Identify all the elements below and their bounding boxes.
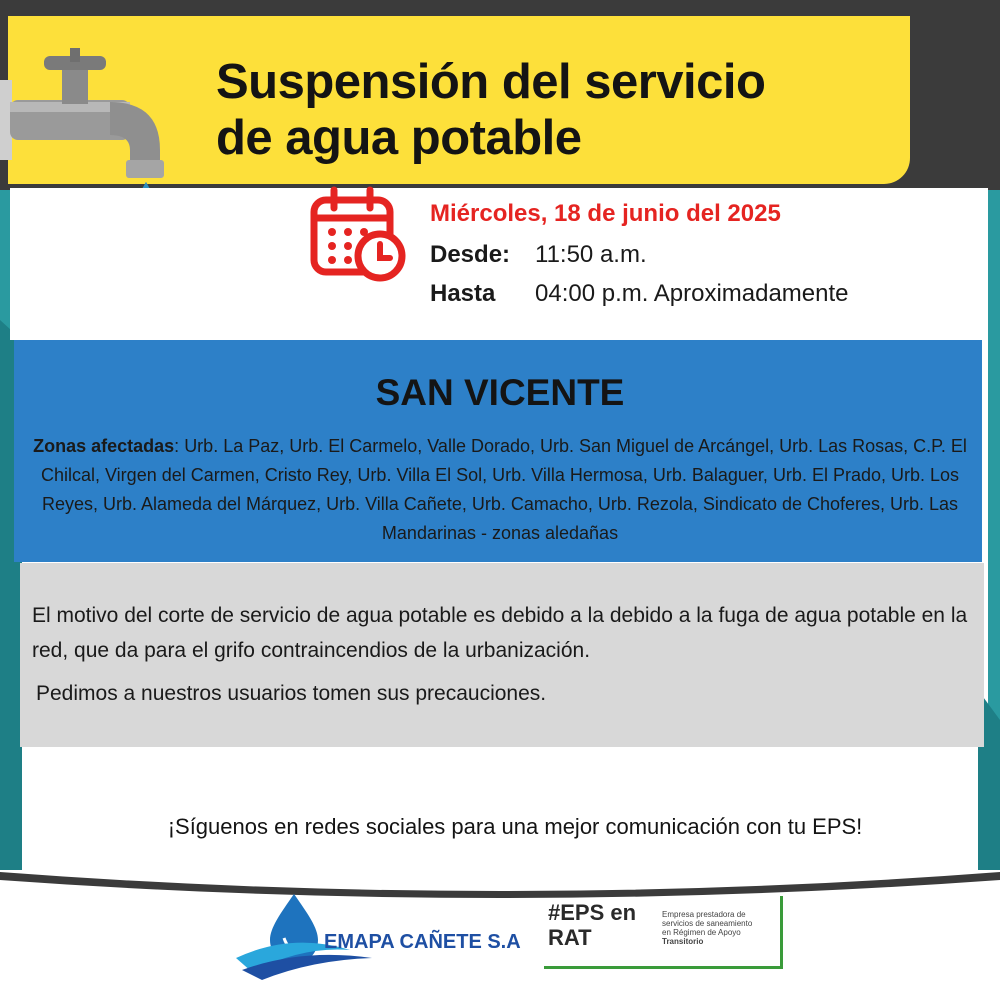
zones-label: Zonas afectadas — [33, 436, 175, 456]
emapa-logo-text: EMAPA CAÑETE S.A. — [324, 931, 522, 953]
eps-desc-line-2: servicios de saneamiento — [662, 919, 753, 928]
eps-rat-logo — [544, 896, 783, 969]
calendar-clock-icon — [308, 186, 408, 282]
page-title — [216, 54, 765, 166]
eps-desc-line-4 — [662, 937, 778, 946]
eps-desc-line-1: Empresa prestadora de — [662, 910, 746, 919]
eps-desc-bold: Transitorio — [662, 937, 704, 946]
emapa-logo — [232, 888, 522, 984]
area-name: SAN VICENTE — [375, 372, 625, 413]
title-line-2: de agua potable — [216, 111, 582, 165]
eps-desc-line-3: en Régimen de Apoyo — [662, 928, 741, 937]
request-text: Pedimos a nuestros usuarios tomen sus precauciones. — [36, 682, 547, 705]
eps-description — [662, 910, 778, 946]
end-time-row — [430, 280, 849, 308]
end-time-value: 04:00 p.m. Aproximadamente — [535, 280, 849, 307]
start-time-row — [430, 241, 647, 269]
motive-text: El motivo del corte de servicio de agua potable es debido a la debido a la fuga de agua potable en la red, que da para el grifo contraincendios de la urbanización. — [32, 604, 968, 662]
start-time-value: 11:50 a.m. — [535, 241, 647, 268]
emapa-drop-icon — [232, 888, 522, 980]
eps-tag-line-1: #EPS en — [548, 900, 637, 925]
suspension-date: Miércoles, 18 de junio del 2025 — [430, 200, 781, 227]
end-time-label: Hasta — [430, 280, 496, 307]
eps-tag — [548, 900, 636, 950]
affected-zones: Zonas afectadas: Urb. La Paz, Urb. El Carmelo, Valle Dorado, Urb. San Miguel de Arcángel, Urb. Las Rosas, C.P. El Chilcal, Virgen del Carmen, Cristo Rey, Urb. Villa El Sol, Urb. Villa Hermosa, Urb. Balaguer, Urb. El Prado, Urb. Los Reyes, Urb. Alameda del Márquez, Urb. Villa Cañete, Urb. Camacho, Urb. Rezola, Sindicato de Choferes, Urb. Las Mandarinas - zonas aledañas — [33, 436, 967, 543]
zones-list: Urb. La Paz, Urb. El Carmelo, Valle Dorado, Urb. San Miguel de Arcángel, Urb. Las Rosas, C.P. El Chilcal, Virgen del Carmen, Cristo Rey, Urb. Villa El Sol, Urb. Villa Hermosa, Urb. Balaguer, Urb. El Prado, Urb. Los Reyes, Urb. Alameda del Márquez, Urb. Villa Cañete, Urb. Camacho, Urb. Rezola, Sindicato de Choferes, Urb. Las Mandarinas - zonas aledañas — [40, 436, 967, 543]
eps-tag-line-2: RAT — [548, 925, 592, 950]
social-message: ¡Síguenos en redes sociales para una mejor comunicación con tu EPS! — [167, 814, 863, 839]
title-line-1: Suspensión del servicio — [216, 55, 766, 109]
start-time-label: Desde: — [430, 241, 511, 268]
